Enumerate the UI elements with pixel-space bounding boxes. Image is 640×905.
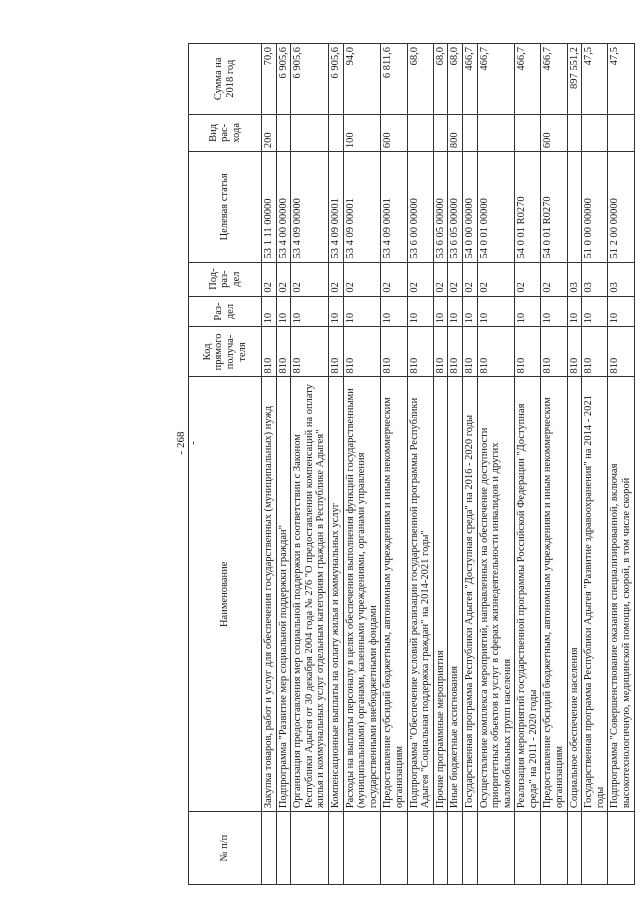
cell-vid: 200 (262, 114, 277, 152)
cell-code: 810 (381, 327, 407, 377)
cell-code: 810 (477, 327, 515, 377)
cell-razdel: 10 (343, 296, 381, 327)
cell-sum: 466,7 (541, 44, 567, 115)
cell-name: Закупка товаров, работ и услуг для обеспечения государственных (муниципальных) нужд (262, 377, 277, 812)
cell-podrazdel: 03 (582, 262, 608, 296)
cell-code: 810 (567, 327, 582, 377)
cell-target: 53 6 05 00000 (433, 152, 448, 262)
table-row (608, 44, 634, 885)
cell-name: Иные бюджетные ассигнования (448, 377, 463, 812)
cell-num (567, 812, 582, 885)
cell-sum: 466,7 (477, 44, 515, 115)
table-row (582, 44, 608, 885)
cell-vid: 800 (448, 114, 463, 152)
cell-name: Подпрограмма "Обеспечение условий реализации государственной программы Республики Адыгея "Социальная поддержка граждан" на 2014-2021 годы" (407, 377, 433, 812)
cell-vid (608, 114, 634, 152)
cell-num (541, 812, 567, 885)
cell-podrazdel: 02 (328, 262, 343, 296)
cell-sum: 466,7 (462, 44, 477, 115)
cell-code: 810 (608, 327, 634, 377)
rotated-page (188, 43, 633, 885)
cell-name: Государственная программа Республики Адыгея "Развитие здравоохранения" на 2014 - 2021 годы (582, 377, 608, 812)
cell-code: 810 (291, 327, 329, 377)
cell-target: 54 0 01 R0270 (515, 152, 541, 262)
cell-target: 53 4 00 00000 (276, 152, 291, 262)
cell-vid (328, 114, 343, 152)
table-row (477, 44, 515, 885)
cell-razdel: 10 (582, 296, 608, 327)
page-number: - 268 - (175, 431, 199, 455)
cell-name: Подпрограмма "Развитие мер социальной поддержки граждан" (276, 377, 291, 812)
cell-sum: 68,0 (448, 44, 463, 115)
cell-num (462, 812, 477, 885)
cell-sum: 94,0 (343, 44, 381, 115)
cell-vid (462, 114, 477, 152)
cell-vid: 100 (343, 114, 381, 152)
cell-code: 810 (262, 327, 277, 377)
cell-sum: 47,5 (582, 44, 608, 115)
table-row (381, 44, 407, 885)
table-row (515, 44, 541, 885)
cell-num (608, 812, 634, 885)
table-row (291, 44, 329, 885)
cell-razdel: 10 (567, 296, 582, 327)
cell-sum: 68,0 (407, 44, 433, 115)
cell-code: 810 (433, 327, 448, 377)
cell-podrazdel: 03 (567, 262, 582, 296)
table-row (343, 44, 381, 885)
cell-sum: 897 551,2 (567, 44, 582, 115)
cell-num (433, 812, 448, 885)
cell-num (515, 812, 541, 885)
cell-podrazdel: 02 (291, 262, 329, 296)
cell-target: 53 1 11 00000 (262, 152, 277, 262)
cell-podrazdel: 02 (381, 262, 407, 296)
cell-name: Социальное обеспечение населения (567, 377, 582, 812)
cell-vid (407, 114, 433, 152)
cell-num (291, 812, 329, 885)
cell-target: 54 0 00 00000 (462, 152, 477, 262)
cell-razdel: 10 (462, 296, 477, 327)
cell-vid (582, 114, 608, 152)
cell-razdel: 10 (328, 296, 343, 327)
header-num: № п/п (189, 812, 262, 885)
cell-num (328, 812, 343, 885)
cell-name: Организация предоставления мер социальной поддержки в соответствии с Законом Республики Адыгея от 30 декабря 2004 года № 276 "О предоставлении компенсаций на оплату жилья и коммунальных услуг отдельным категориям граждан в Республике Адыгея" (291, 377, 329, 812)
cell-vid (433, 114, 448, 152)
cell-name: Компенсационные выплаты на оплату жилья и коммунальных услуг (328, 377, 343, 812)
cell-vid (515, 114, 541, 152)
cell-sum: 6 905,6 (276, 44, 291, 115)
cell-code: 810 (448, 327, 463, 377)
cell-num (381, 812, 407, 885)
cell-target: 53 4 09 00000 (291, 152, 329, 262)
cell-vid: 600 (541, 114, 567, 152)
cell-podrazdel: 02 (262, 262, 277, 296)
cell-code: 810 (328, 327, 343, 377)
table-row (328, 44, 343, 885)
cell-code: 810 (276, 327, 291, 377)
cell-podrazdel: 02 (462, 262, 477, 296)
cell-podrazdel: 02 (343, 262, 381, 296)
cell-podrazdel: 02 (541, 262, 567, 296)
cell-sum: 47,5 (608, 44, 634, 115)
header-code: Код прямого получа-теля (189, 327, 262, 377)
table-row (462, 44, 477, 885)
cell-razdel: 10 (477, 296, 515, 327)
cell-code: 810 (541, 327, 567, 377)
cell-sum: 466,7 (515, 44, 541, 115)
cell-name: Подпрограмма "Совершенствование оказания специализированной, включая высокотехнологичную, медицинской помощи, скорой, в том числе скорой (608, 377, 634, 812)
cell-num (448, 812, 463, 885)
cell-num (262, 812, 277, 885)
cell-podrazdel: 03 (608, 262, 634, 296)
cell-podrazdel: 02 (276, 262, 291, 296)
table-row (541, 44, 567, 885)
cell-razdel: 10 (448, 296, 463, 327)
cell-target: 53 4 09 00001 (328, 152, 343, 262)
cell-vid (567, 114, 582, 152)
cell-target: 54 0 01 00000 (477, 152, 515, 262)
cell-sum: 6 905,6 (291, 44, 329, 115)
header-vid: Вид рас-хода (189, 114, 262, 152)
header-row (189, 44, 262, 885)
cell-target: 53 6 05 00000 (448, 152, 463, 262)
cell-target: 51 0 00 00000 (582, 152, 608, 262)
cell-num (343, 812, 381, 885)
cell-podrazdel: 02 (477, 262, 515, 296)
cell-target: 51 2 00 00000 (608, 152, 634, 262)
cell-target: 53 4 09 00001 (343, 152, 381, 262)
cell-razdel: 10 (276, 296, 291, 327)
header-podrazdel: Под-раз-дел (189, 262, 262, 296)
cell-name: Осуществление комплекса мероприятий, направленных на обеспечение доступности приоритетных объектов и услуг в сферах жизнедеятельности инвалидов и других маломобильных групп населения (477, 377, 515, 812)
cell-vid: 600 (381, 114, 407, 152)
cell-sum: 6 811,6 (381, 44, 407, 115)
cell-code: 810 (515, 327, 541, 377)
cell-vid (291, 114, 329, 152)
table-row (262, 44, 277, 885)
cell-name: Расходы на выплаты персоналу в целях обеспечения выполнения функций государственными (муниципальными) органами, казенными учреждениями, органами управления государственными внебюджетными фондами (343, 377, 381, 812)
cell-name: Прочие программные мероприятия (433, 377, 448, 812)
cell-vid (477, 114, 515, 152)
cell-razdel: 10 (407, 296, 433, 327)
header-sum: Сумма на 2018 год (189, 44, 262, 115)
header-name: Наименование (189, 377, 262, 812)
cell-podrazdel: 02 (515, 262, 541, 296)
table-row (567, 44, 582, 885)
table-row (276, 44, 291, 885)
cell-num (477, 812, 515, 885)
cell-razdel: 10 (608, 296, 634, 327)
cell-target (567, 152, 582, 262)
cell-num (582, 812, 608, 885)
cell-sum: 6 905,6 (328, 44, 343, 115)
cell-name: Реализация мероприятий государственной программы Российской Федерации "Доступная среда" на 2011 - 2020 годы (515, 377, 541, 812)
cell-sum: 70,0 (262, 44, 277, 115)
cell-target: 53 4 09 00001 (381, 152, 407, 262)
table-row (433, 44, 448, 885)
cell-razdel: 10 (433, 296, 448, 327)
cell-podrazdel: 02 (448, 262, 463, 296)
cell-target: 54 0 01 R0270 (541, 152, 567, 262)
cell-sum: 68,0 (433, 44, 448, 115)
cell-razdel: 10 (262, 296, 277, 327)
cell-num (276, 812, 291, 885)
cell-code: 810 (343, 327, 381, 377)
cell-podrazdel: 02 (407, 262, 433, 296)
cell-razdel: 10 (381, 296, 407, 327)
header-razdel: Раз-дел (189, 296, 262, 327)
cell-num (407, 812, 433, 885)
cell-vid (276, 114, 291, 152)
cell-podrazdel: 02 (433, 262, 448, 296)
budget-table (188, 43, 635, 885)
cell-target: 53 6 00 00000 (407, 152, 433, 262)
table-row (448, 44, 463, 885)
cell-razdel: 10 (291, 296, 329, 327)
table-row (407, 44, 433, 885)
cell-razdel: 10 (541, 296, 567, 327)
cell-code: 810 (407, 327, 433, 377)
cell-code: 810 (582, 327, 608, 377)
cell-name: Предоставление субсидий бюджетным, автономным учреждениям и иным некоммерческим организациям (381, 377, 407, 812)
header-target: Целевая статья (189, 152, 262, 262)
cell-name: Предоставление субсидий бюджетным, автономным учреждениям и иным некоммерческим организациям (541, 377, 567, 812)
cell-name: Государственная программа Республики Адыгея "Доступная среда" на 2016 - 2020 годы (462, 377, 477, 812)
cell-razdel: 10 (515, 296, 541, 327)
cell-code: 810 (462, 327, 477, 377)
